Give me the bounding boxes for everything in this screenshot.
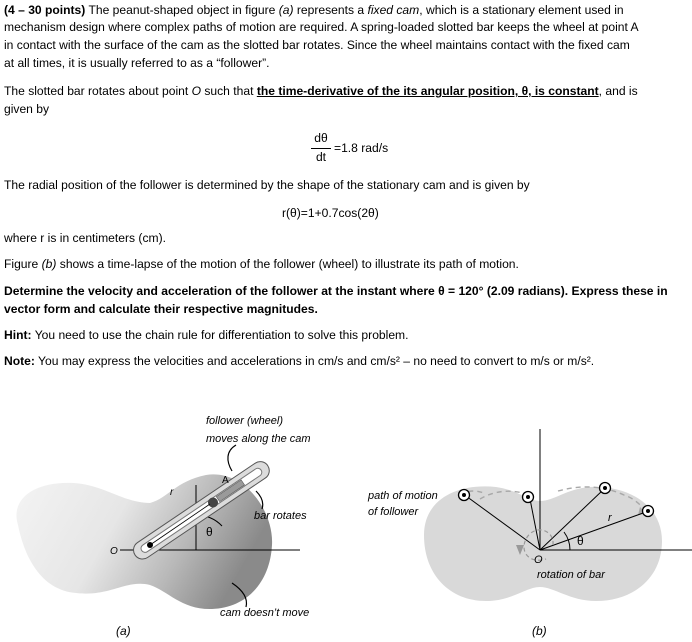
intro-line-1: (4 – 30 points) The peanut-shaped object in figure (a) represents a fixed cam, which is a stationary element used in	[4, 3, 624, 17]
figure-a	[0, 395, 340, 642]
label-cam: cam doesn’t move	[220, 607, 310, 619]
note-line: Note: You may express the velocities and accelerations in cm/s and cm/s² – no need to convert to m/s or m/s².	[4, 354, 595, 368]
figure-b-line: Figure (b) shows a time-lapse of the motion of the follower (wheel) to illustrate its path of motion.	[4, 257, 519, 271]
theta-label-b: θ	[577, 534, 584, 548]
intro-line-2: mechanism design where complex paths of motion are required. A spring-loaded slotted bar keeps the wheel at point A	[4, 20, 639, 34]
cam-outline-b	[424, 486, 662, 601]
task-line-2: vector form and calculate their respective magnitudes.	[4, 302, 318, 316]
figure-a-caption: (a)	[116, 624, 131, 638]
eq1-rhs: =1.8 rad/s	[334, 141, 389, 155]
a-label: A	[222, 475, 229, 486]
label-rotation: rotation of bar	[537, 569, 605, 581]
figure-b	[340, 395, 692, 642]
points-label: (4 – 30 points)	[4, 3, 86, 17]
radial-position-line: The radial position of the follower is determined by the shape of the stationary cam and is given by	[4, 178, 530, 192]
rotation-line-2: given by	[4, 102, 50, 116]
figures	[0, 395, 692, 642]
follower-pointer	[228, 445, 236, 471]
o-label: O	[110, 546, 118, 557]
underlined-statement: the time-derivative of the its angular position, θ, is constant	[256, 84, 599, 98]
intro-line-4: at all times, it is usually referred to as a “follower”.	[4, 56, 270, 70]
angular-rate-equation	[308, 130, 418, 166]
label-path-2: of follower	[368, 506, 419, 518]
eq1-numerator: dθ	[314, 131, 328, 145]
r-label: r	[170, 487, 174, 498]
rotation-line-1: The slotted bar rotates about point O such that the time-derivative of the its angular position, θ, is constant, and is	[4, 84, 638, 98]
label-bar-rotates: bar rotates	[254, 510, 307, 522]
label-follower-1: follower (wheel)	[206, 415, 284, 427]
intro-line-3: in contact with the surface of the cam as the slotted bar rotates. Since the wheel maintains contact with the fixed cam	[4, 38, 630, 52]
label-follower-2: moves along the cam	[206, 433, 311, 445]
units-line: where r is in centimeters (cm).	[4, 231, 166, 245]
radial-equation: r(θ)=1+0.7cos(2θ)	[282, 206, 379, 220]
r-label-b: r	[608, 512, 612, 524]
o-label-b: O	[534, 554, 543, 566]
hint-line: Hint: You need to use the chain rule for differentiation to solve this problem.	[4, 328, 409, 342]
figure-b-caption: (b)	[532, 624, 547, 638]
eq1-denominator: dt	[315, 150, 327, 164]
theta-label: θ	[206, 525, 213, 539]
task-line-1: Determine the velocity and acceleration of the follower at the instant where θ = 120° (2.09 radians). Express these in	[4, 284, 668, 298]
label-path-1: path of motion	[368, 490, 438, 502]
